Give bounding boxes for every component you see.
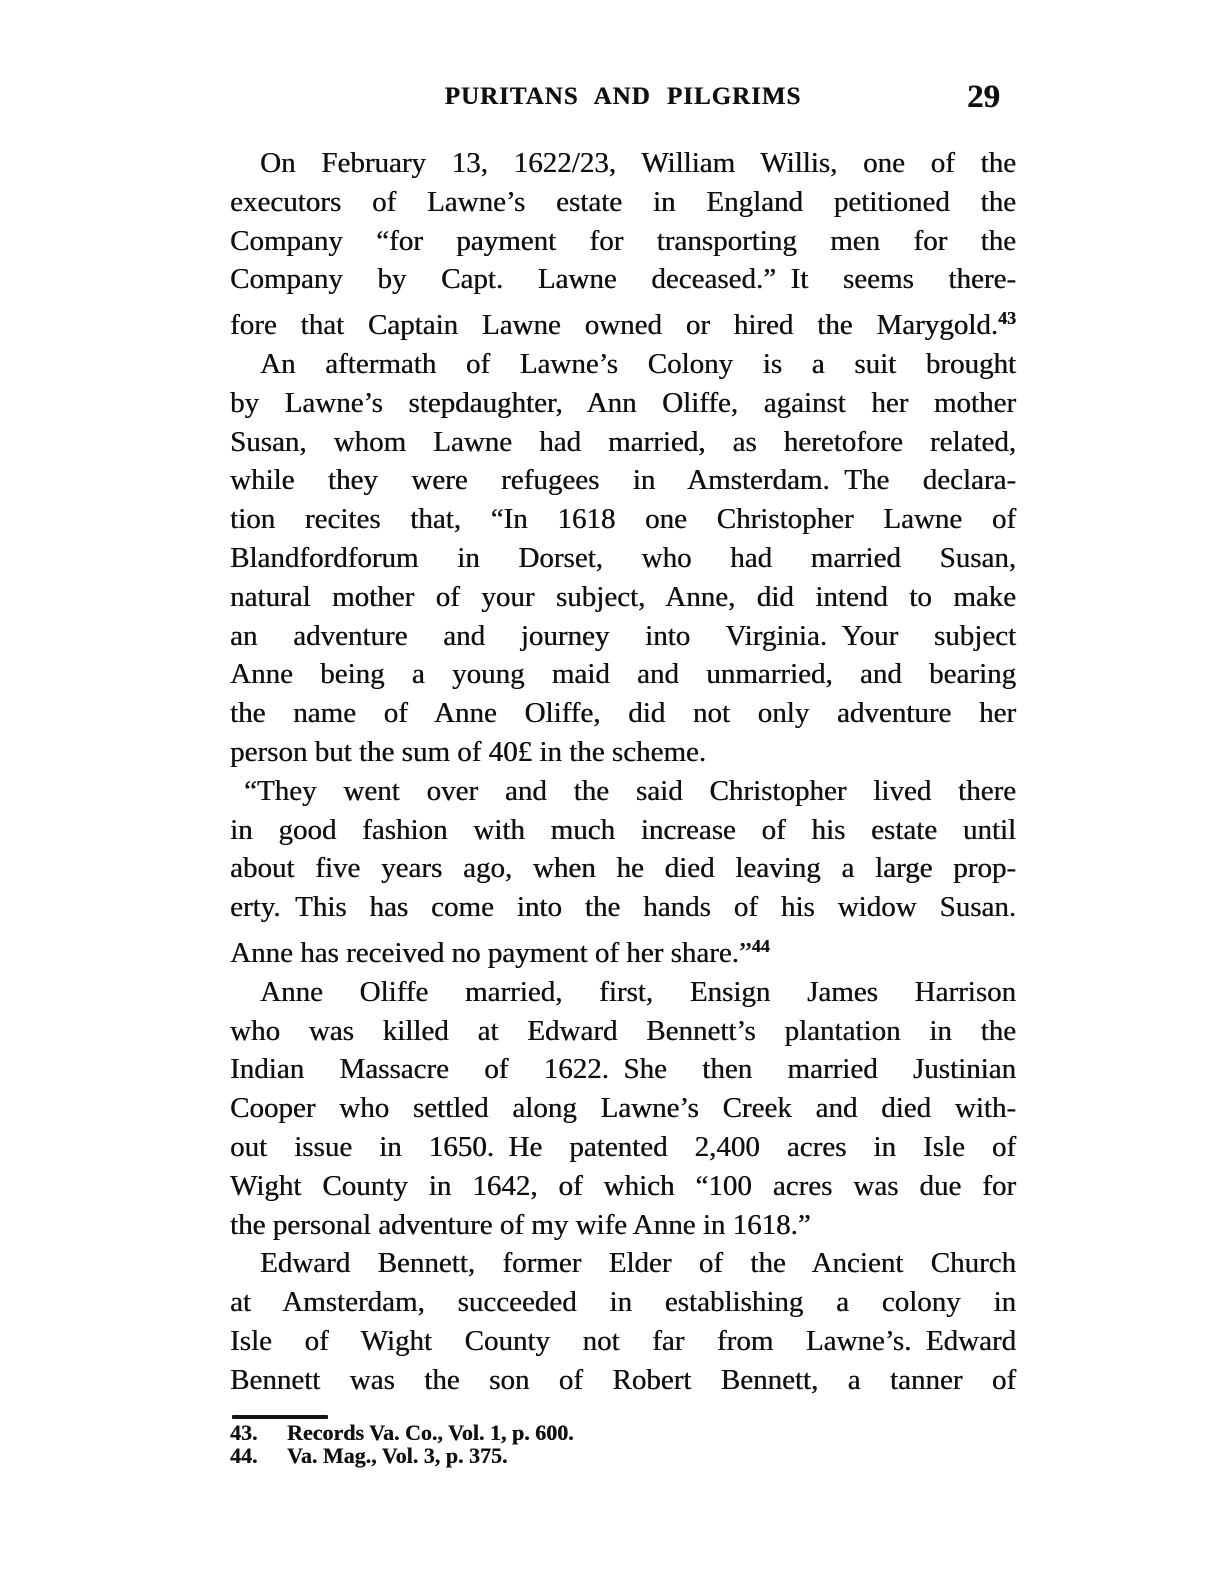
body-text <box>230 144 1016 1400</box>
paragraph <box>230 144 1016 345</box>
footnote-number: 44. <box>230 1443 258 1468</box>
text-line: Susan, whom Lawne had married, as heretofore related, <box>230 425 1016 458</box>
text-line: by Lawne’s stepdaughter, Ann Oliffe, against her mother <box>230 386 1016 419</box>
footnote <box>230 1444 1016 1467</box>
text-line: Bennett was the son of Robert Bennett, a tanner of <box>230 1363 1016 1396</box>
footnote-ref: 44 <box>751 935 770 956</box>
text-line: who was killed at Edward Bennett’s plantation in the <box>230 1014 1016 1047</box>
text-line: An aftermath of Lawne’s Colony is a suit brought <box>260 347 1016 380</box>
text-line: Anne Oliffe married, first, Ensign James Harrison <box>260 975 1016 1008</box>
text-line: Indian Massacre of 1622. She then married Justinian <box>230 1053 1016 1086</box>
text-line: Blandfordforum in Dorset, who had married Susan, <box>230 541 1016 574</box>
text-line: Cooper who settled along Lawne’s Creek and died with- <box>230 1092 1016 1125</box>
text-line: Wight County in 1642, of which “100 acres was due for <box>230 1169 1016 1202</box>
text-line: Company “for payment for transporting men for the <box>230 224 1016 257</box>
text-line: Isle of Wight County not far from Lawne’s. Edward <box>230 1324 1016 1357</box>
text-line: tion recites that, “In 1618 one Christopher Lawne of <box>230 503 1016 536</box>
footnote-ref: 43 <box>998 308 1016 329</box>
text-line: erty. This has come into the hands of his widow Susan. <box>230 891 1016 924</box>
footnote <box>230 1421 1016 1444</box>
footnote-text: Va. Mag., Vol. 3, p. 375. <box>287 1443 508 1468</box>
text-line: the personal adventure of my wife Anne in 1618.” <box>230 1208 811 1241</box>
text-line: the name of Anne Oliffe, did not only adventure her <box>230 697 1016 730</box>
footnotes <box>230 1421 1016 1467</box>
text-line: Anne has received no payment of her share.”$^{44}$ <box>230 935 770 969</box>
text-line: an adventure and journey into Virginia. Your subject <box>230 619 1016 652</box>
footnote-rule <box>232 1415 328 1419</box>
paragraph <box>230 345 1016 772</box>
text-line: natural mother of your subject, Anne, did intend to make <box>230 580 1016 613</box>
paragraph <box>230 772 1016 973</box>
footnote-text: Records Va. Co., Vol. 1, p. 600. <box>287 1420 574 1445</box>
text-line: Edward Bennett, former Elder of the Ancient Church <box>260 1247 1016 1280</box>
text-line: while they were refugees in Amsterdam. The declara- <box>230 464 1016 497</box>
text-line: about five years ago, when he died leaving a large prop- <box>230 852 1016 885</box>
footnote-number: 43. <box>230 1420 258 1445</box>
page-number: 29 <box>967 79 1000 115</box>
running-title: PURITANS AND PILGRIMS <box>444 83 802 110</box>
text-line: fore that Captain Lawne owned or hired the Marygold.$^{43}$ <box>230 308 1016 342</box>
page-header <box>230 79 1016 116</box>
text-line: Anne being a young maid and unmarried, and bearing <box>230 658 1016 691</box>
text-line: in good fashion with much increase of his estate until <box>230 813 1016 846</box>
text-line: at Amsterdam, succeeded in establishing a colony in <box>230 1286 1016 1319</box>
paragraph <box>230 973 1016 1245</box>
paragraph <box>230 1244 1016 1399</box>
text-line: Company by Capt. Lawne deceased.” It seems there- <box>230 263 1016 296</box>
text-line: executors of Lawne’s estate in England petitioned the <box>230 185 1016 218</box>
text-line: On February 13, 1622/23, William Willis, one of the <box>260 147 1016 179</box>
text-line: out issue in 1650. He patented 2,400 acres in Isle of <box>230 1130 1016 1163</box>
text-line: person but the sum of 40£ in the scheme. <box>230 735 706 768</box>
text-line: “They went over and the said Christopher lived there <box>244 774 1016 807</box>
